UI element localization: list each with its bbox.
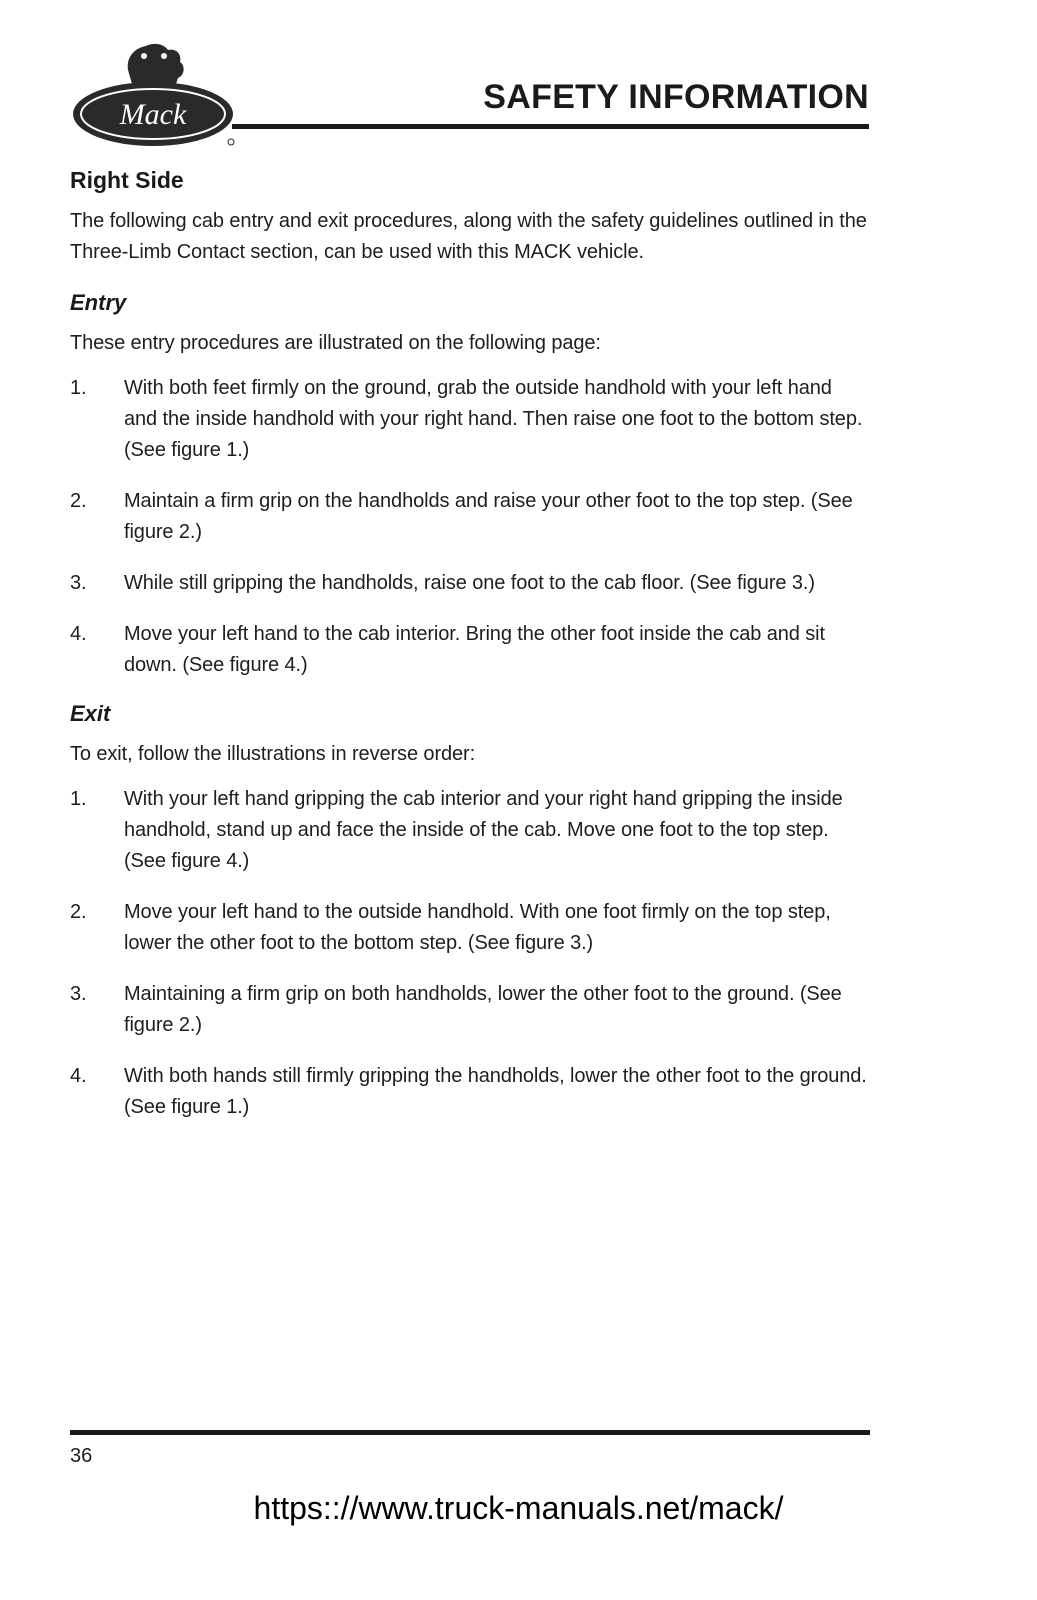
entry-steps	[70, 373, 870, 681]
exit-steps	[70, 784, 870, 1123]
header-divider	[232, 124, 869, 129]
step-text: Maintain a firm grip on the handholds and raise your other foot to the top step. (See figure 2.)	[124, 490, 853, 543]
entry-intro: These entry procedures are illustrated on the following page:	[70, 332, 601, 354]
step-number: 2.	[70, 490, 87, 512]
exit-step	[70, 784, 870, 877]
mack-logo-icon	[68, 40, 238, 148]
source-url-watermark: https:://www.truck-manuals.net/mack/	[253, 1490, 784, 1526]
exit-step	[70, 979, 870, 1041]
section-heading: Right Side	[70, 167, 184, 193]
step-number: 4.	[70, 623, 87, 645]
exit-intro: To exit, follow the illustrations in reverse order:	[70, 743, 476, 765]
svg-text:Mack: Mack	[119, 98, 187, 131]
step-text: With both feet firmly on the ground, grab the outside handhold with your left hand and the inside handhold with your right hand. Then raise one foot to the bottom step. (See figure 1.)	[124, 377, 863, 461]
entry-step	[70, 486, 870, 548]
step-number: 1.	[70, 788, 87, 810]
step-number: 3.	[70, 572, 87, 594]
step-number: 3.	[70, 983, 87, 1005]
entry-step	[70, 619, 870, 681]
step-text: Move your left hand to the outside handhold. With one foot firmly on the top step, lower the other foot to the bottom step. (See figure 3.)	[124, 901, 831, 954]
section-intro: The following cab entry and exit procedures, along with the safety guidelines outlined in the Three-Limb Contact section, can be used with this MACK vehicle.	[70, 210, 867, 263]
step-text: While still gripping the handholds, raise one foot to the cab floor. (See figure 3.)	[124, 572, 815, 594]
step-number: 2.	[70, 901, 87, 923]
page-header-title: SAFETY INFORMATION	[483, 78, 869, 116]
footer-divider	[70, 1430, 870, 1435]
page-content	[70, 167, 870, 1143]
step-text: With your left hand gripping the cab interior and your right hand gripping the inside handhold, stand up and face the inside of the cab. Move one foot to the top step. (See figure 4.)	[124, 788, 843, 872]
step-text: Maintaining a firm grip on both handholds, lower the other foot to the ground. (See figure 2.)	[124, 983, 842, 1036]
exit-step	[70, 897, 870, 959]
step-number: 4.	[70, 1065, 87, 1087]
entry-step	[70, 373, 870, 466]
step-text: Move your left hand to the cab interior. Bring the other foot inside the cab and sit down. (See figure 4.)	[124, 623, 825, 676]
step-number: 1.	[70, 377, 87, 399]
exit-step	[70, 1061, 870, 1123]
page-number: 36	[70, 1445, 93, 1467]
step-text: With both hands still firmly gripping the handholds, lower the other foot to the ground. (See figure 1.)	[124, 1065, 867, 1118]
entry-heading: Entry	[70, 290, 127, 315]
entry-step	[70, 568, 870, 599]
exit-heading: Exit	[70, 701, 111, 726]
